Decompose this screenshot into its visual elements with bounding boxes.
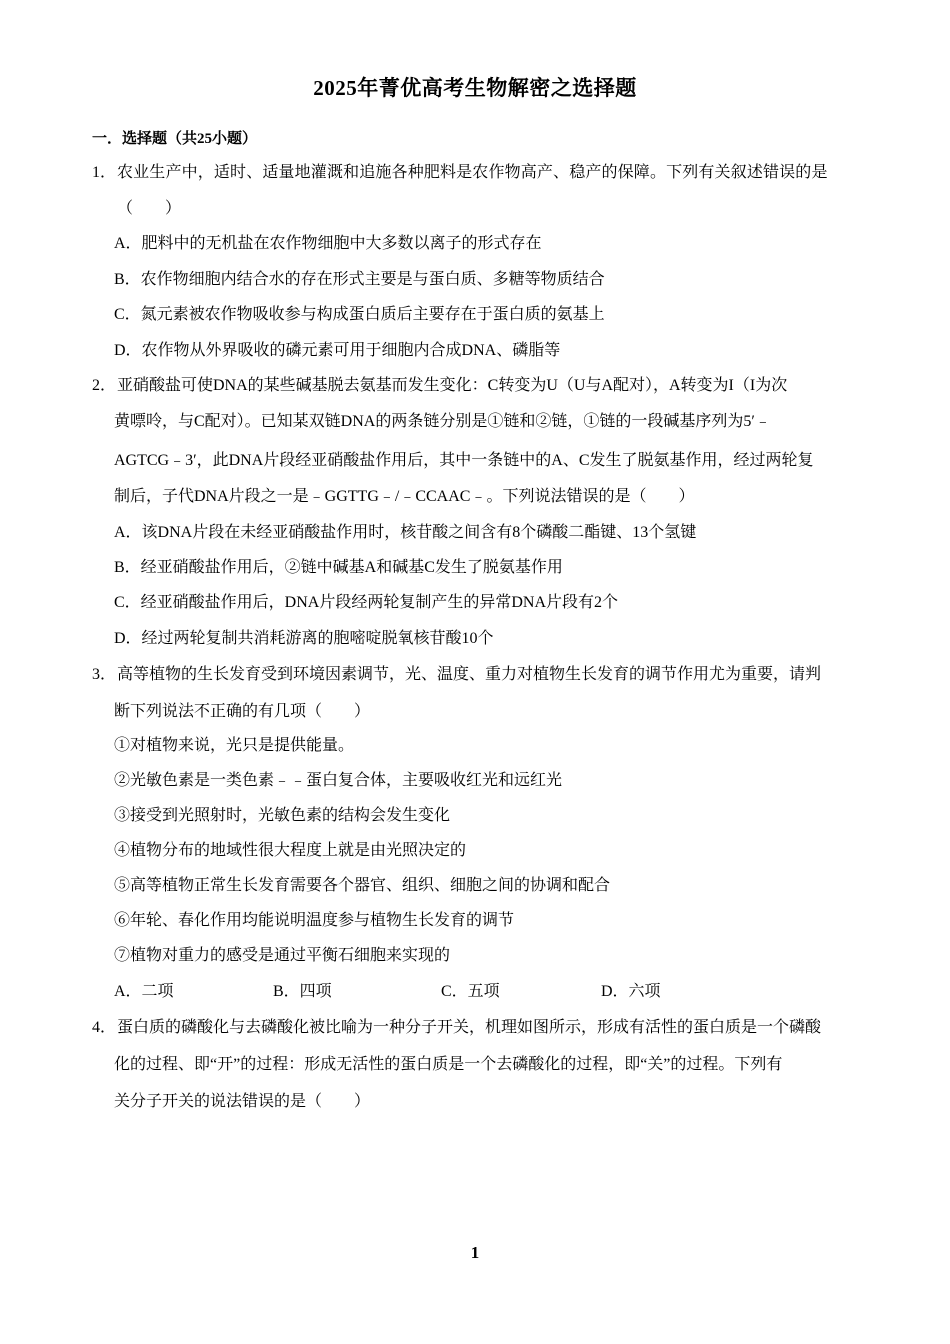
page-title: 2025年菁优高考生物解密之选择题 bbox=[313, 76, 637, 100]
question-1-option-b: B．农作物细胞内结合水的存在形式主要是与蛋白质、多糖等物质结合 bbox=[114, 271, 605, 288]
question-1-option-c: C．氮元素被农作物吸收参与构成蛋白质后主要存在于蛋白质的氨基上 bbox=[114, 306, 605, 323]
question-3-option-d: D．六项 bbox=[601, 983, 661, 1000]
question-3-statement: ⑥年轮、春化作用均能说明温度参与植物生长发育的调节 bbox=[114, 912, 515, 929]
section-heading: 一．选择题（共25小题） bbox=[92, 131, 258, 147]
question-4-stem-line: 化的过程、即“开”的过程：形成无活性的蛋白质是一个去磷酸化的过程，即“关”的过程。下列有 bbox=[114, 1056, 783, 1073]
question-2-stem-line: AGTCG﹣3′，此DNA片段经亚硝酸盐作用后，其中一条链中的A、C发生了脱氨基作用，经过两轮复 bbox=[114, 452, 814, 469]
question-1-stem-line: （ ） bbox=[117, 200, 182, 217]
question-1-stem-line: 农业生产中，适时、适量地灌溉和追施各种肥料是农作物高产、稳产的保障。下列有关叙述错误的是 bbox=[117, 164, 828, 181]
question-2-stem-line: 亚硝酸盐可使DNA的某些碱基脱去氨基而发生变化：C转变为U（U与A配对），A转变为I（I为次 bbox=[117, 377, 788, 394]
question-3-statement: ③接受到光照射时，光敏色素的结构会发生变化 bbox=[114, 807, 451, 824]
question-3-statement: ⑤高等植物正常生长发育需要各个器官、组织、细胞之间的协调和配合 bbox=[114, 877, 611, 894]
question-2-stem-line: 黄嘌呤，与C配对）。已知某双链DNA的两条链分别是①链和②链，①链的一段碱基序列为5′﹣ bbox=[114, 413, 771, 430]
question-2-option-d: D．经过两轮复制共消耗游离的胞嘧啶脱氧核苷酸10个 bbox=[114, 630, 494, 647]
question-4-number: 4． bbox=[92, 1019, 117, 1036]
question-2-number: 2． bbox=[92, 377, 117, 394]
question-3-option-a: A．二项 bbox=[114, 983, 174, 1000]
question-4-stem-line: 关分子开关的说法错误的是（ ） bbox=[114, 1093, 371, 1110]
question-3-statement: ⑦植物对重力的感受是通过平衡石细胞来实现的 bbox=[114, 947, 451, 964]
question-3-stem-line: 断下列说法不正确的有几项（ ） bbox=[114, 703, 371, 720]
question-3-number: 3． bbox=[92, 666, 117, 683]
page-number: 1 bbox=[470, 1243, 480, 1262]
question-1-number: 1． bbox=[92, 164, 117, 181]
question-3-option-b: B．四项 bbox=[273, 983, 332, 1000]
question-2-option-c: C．经亚硝酸盐作用后，DNA片段经两轮复制产生的异常DNA片段有2个 bbox=[114, 594, 619, 611]
question-3-statement: ④植物分布的地域性很大程度上就是由光照决定的 bbox=[114, 842, 467, 859]
question-1-option-d: D．农作物从外界吸收的磷元素可用于细胞内合成DNA、磷脂等 bbox=[114, 342, 561, 359]
question-2-stem-line: 制后，子代DNA片段之一是﹣GGTTG﹣/﹣CCAAC﹣。下列说法错误的是（ ） bbox=[114, 488, 695, 505]
question-3-option-c: C．五项 bbox=[441, 983, 500, 1000]
question-2-option-a: A．该DNA片段在未经亚硝酸盐作用时，核苷酸之间含有8个磷酸二酯键、13个氢键 bbox=[114, 524, 697, 541]
question-4-stem-line: 蛋白质的磷酸化与去磷酸化被比喻为一种分子开关，机理如图所示，形成有活性的蛋白质是一个磷酸 bbox=[117, 1019, 822, 1036]
question-3-statement: ①对植物来说，光只是提供能量。 bbox=[114, 737, 355, 754]
question-3-stem-line: 高等植物的生长发育受到环境因素调节，光、温度、重力对植物生长发育的调节作用尤为重要，请判 bbox=[117, 666, 822, 683]
question-2-option-b: B．经亚硝酸盐作用后，②链中碱基A和碱基C发生了脱氨基作用 bbox=[114, 559, 563, 576]
question-1-option-a: A．肥料中的无机盐在农作物细胞中大多数以离子的形式存在 bbox=[114, 235, 542, 252]
question-3-statement: ②光敏色素是一类色素﹣﹣蛋白复合体，主要吸收红光和远红光 bbox=[114, 772, 563, 789]
